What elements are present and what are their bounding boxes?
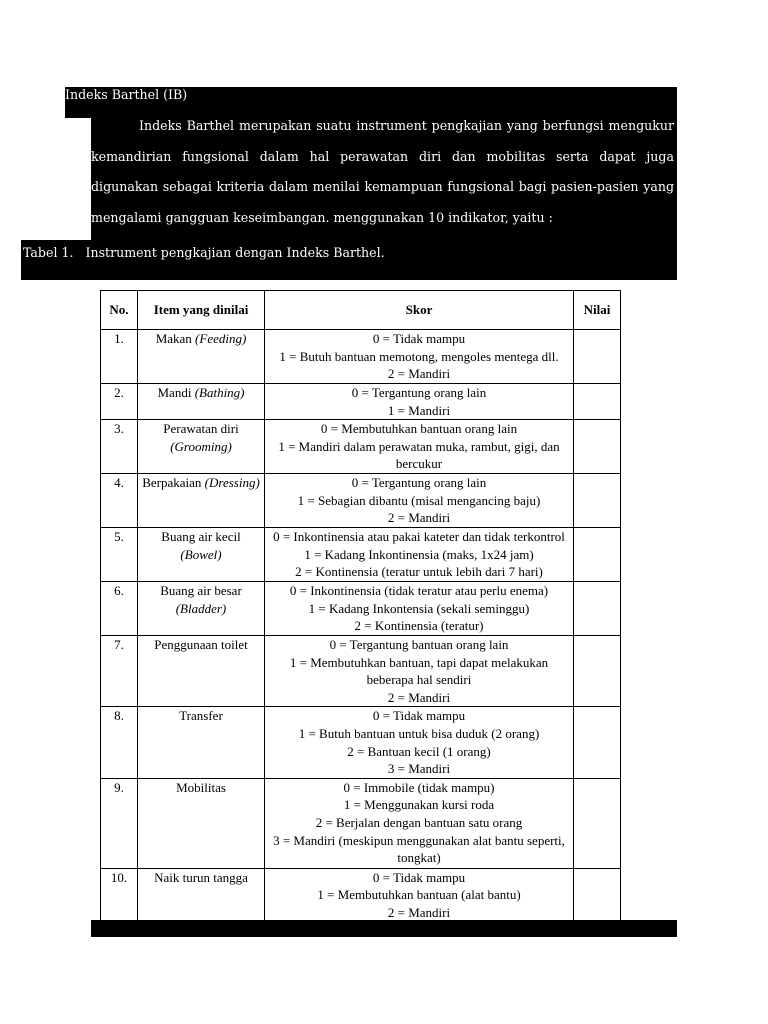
table-row [101, 527, 621, 581]
header-skor: Skor [265, 291, 574, 330]
skor-line: 2 = Berjalan dengan bantuan satu orang [315, 814, 523, 830]
item-name: Transfer [179, 708, 223, 724]
cell-no: 1. [101, 330, 138, 384]
cell-nilai[interactable] [574, 707, 621, 778]
cell-item [138, 707, 265, 778]
cell-skor [265, 474, 574, 528]
skor-line: 3 = Mandiri [387, 761, 451, 777]
cell-nilai[interactable] [574, 581, 621, 635]
item-name: Perawatan diri [163, 421, 239, 437]
skor-line: 0 = Tergantung bantuan orang lain [329, 636, 509, 652]
cell-nilai[interactable] [574, 868, 621, 922]
item-english-name: (Feeding) [191, 331, 247, 346]
header-no: No. [101, 291, 138, 330]
skor-line: 0 = Membutuhkan bantuan orang lain [320, 421, 518, 437]
item-english-name: (Dressing) [201, 475, 260, 491]
cell-no: 3. [101, 420, 138, 474]
skor-line: 2 = Mandiri [387, 689, 451, 705]
cell-item [138, 868, 265, 922]
item-english-name: (Bladder) [175, 600, 227, 616]
cell-no: 2. [101, 384, 138, 420]
item-name: Mandi [157, 385, 192, 400]
skor-line: bercukur [395, 456, 443, 472]
cell-item [138, 420, 265, 474]
item-name: Naik turun tangga [154, 869, 248, 885]
skor-line: 1 = Kadang Inkontinensia (maks, 1x24 jam) [304, 546, 534, 562]
intro-paragraph [91, 111, 674, 233]
cell-no: 8. [101, 707, 138, 778]
skor-line: 1 = Mandiri dalam perawatan muka, rambut, gigi, dan [278, 438, 560, 454]
cell-skor [265, 707, 574, 778]
item-english-name: (Grooming) [170, 438, 232, 454]
cell-no: 6. [101, 581, 138, 635]
table-row [101, 868, 621, 922]
cell-no: 4. [101, 474, 138, 528]
table-row [101, 707, 621, 778]
skor-line: 1 = Menggunakan kursi roda [343, 797, 495, 813]
table-row [101, 474, 621, 528]
cell-nilai[interactable] [574, 330, 621, 384]
item-english-name: (Bowel) [180, 546, 222, 562]
intro-text: Indeks Barthel merupakan suatu instrument pengkajian yang berfungsi mengukur kemandirian fungsional dalam hal perawatan diri dan mobilitas serta dapat juga digunakan sebagai kriteria dalam menilai kemampuan fungsional bagi pasien-pasien yang mengalami gangguan keseimbangan. menggunakan 10 indikator, yaitu : [91, 118, 674, 225]
item-name: Penggunaan toilet [154, 636, 248, 652]
skor-line: 2 = Kontinensia (teratur) [354, 618, 484, 634]
cell-no: 7. [101, 635, 138, 706]
cell-no: 10. [101, 868, 138, 922]
skor-line: 1 = Membutuhkan bantuan (alat bantu) [317, 887, 521, 903]
item-name: Berpakaian [142, 475, 202, 491]
table-row [101, 384, 621, 420]
table-header-row [101, 291, 621, 330]
cell-no: 9. [101, 778, 138, 868]
skor-line: 0 = Tidak mampu [372, 708, 466, 724]
table-body [101, 330, 621, 923]
cell-item [138, 635, 265, 706]
item-english-name: (Bathing) [191, 385, 245, 400]
cell-no: 5. [101, 527, 138, 581]
cell-item [138, 384, 265, 420]
skor-line: 1 = Mandiri [387, 402, 451, 418]
skor-line: 0 = Inkontinensia (tidak teratur atau perlu enema) [289, 582, 549, 598]
section-heading: Indeks Barthel (IB) [65, 87, 188, 102]
table-row [101, 635, 621, 706]
skor-line: 0 = Tidak mampu [372, 331, 466, 346]
cell-nilai[interactable] [574, 420, 621, 474]
table-row [101, 330, 621, 384]
cell-item [138, 527, 265, 581]
skor-line: 2 = Mandiri [387, 366, 451, 382]
skor-line: 1 = Butuh bantuan memotong, mengoles mentega dll. [279, 348, 559, 364]
item-name: Buang air kecil [161, 528, 241, 544]
cell-nilai[interactable] [574, 778, 621, 868]
cell-item [138, 581, 265, 635]
skor-line: 1 = Kadang Inkontensia (sekali seminggu) [308, 600, 530, 616]
skor-line: 1 = Butuh bantuan untuk bisa duduk (2 orang) [298, 725, 540, 741]
skor-line: 2 = Kontinensia (teratur untuk lebih dari 7 hari) [295, 564, 543, 580]
cell-skor [265, 420, 574, 474]
table-row [101, 581, 621, 635]
table-row [101, 778, 621, 868]
cell-skor [265, 384, 574, 420]
cell-skor [265, 330, 574, 384]
cell-skor [265, 868, 574, 922]
skor-line: 1 = Sebagian dibantu (misal mengancing baju) [297, 492, 541, 508]
skor-line: 0 = Tergantung orang lain [351, 385, 487, 400]
skor-line: 0 = Tergantung orang lain [351, 475, 487, 491]
skor-line: 3 = Mandiri (meskipun menggunakan alat bantu seperti, [273, 832, 565, 848]
skor-line: 2 = Mandiri [387, 510, 451, 526]
cell-nilai[interactable] [574, 635, 621, 706]
skor-line: 0 = Inkontinensia atau pakai kateter dan tidak terkontrol [273, 528, 565, 544]
item-name: Makan [155, 331, 192, 346]
item-name: Buang air besar [160, 582, 242, 598]
cell-item [138, 330, 265, 384]
table-row [101, 420, 621, 474]
cell-skor [265, 527, 574, 581]
cell-item [138, 778, 265, 868]
skor-line: 2 = Bantuan kecil (1 orang) [347, 743, 491, 759]
cell-skor [265, 778, 574, 868]
cell-skor [265, 635, 574, 706]
cell-nilai[interactable] [574, 384, 621, 420]
cell-item [138, 474, 265, 528]
skor-line: 1 = Membutuhkan bantuan, tapi dapat melakukan [289, 654, 549, 670]
skor-line: 2 = Mandiri [387, 904, 451, 920]
skor-line: beberapa hal sendiri [366, 672, 472, 688]
header-nilai: Nilai [574, 291, 621, 330]
header-item: Item yang dinilai [138, 291, 265, 330]
cell-nilai[interactable] [574, 474, 621, 528]
cell-nilai[interactable] [574, 527, 621, 581]
table-caption: Tabel 1. Instrument pengkajian dengan Indeks Barthel. [23, 245, 385, 260]
bottom-black-band [91, 920, 677, 937]
skor-line: tongkat) [397, 850, 441, 866]
item-name: Mobilitas [176, 779, 226, 795]
skor-line: 0 = Immobile (tidak mampu) [343, 779, 495, 795]
cell-skor [265, 581, 574, 635]
barthel-index-table [100, 290, 621, 923]
skor-line: 0 = Tidak mampu [372, 869, 466, 885]
